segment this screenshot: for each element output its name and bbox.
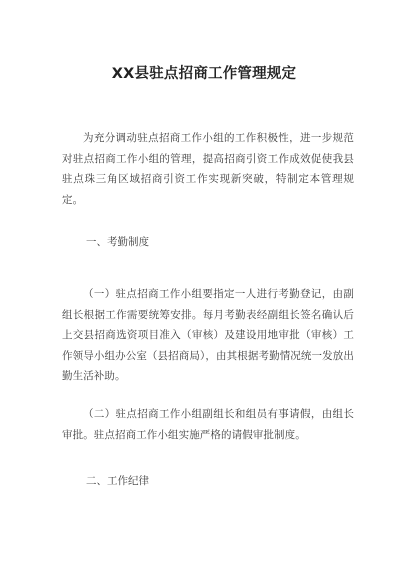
document-title: XX县驻点招商工作管理规定 xyxy=(111,66,297,82)
attendance-paragraph-1: （一）驻点招商工作小组要指定一人进行考勤登记，由副组长根据工作需要统筹安排。每月考勤表经副组长签名确认后上交县招商选资项目准入（审核）及建设用地审批（审核）工作领导小组办公室（县招商局），由其根据考勤情况统一发放出勤生活补助。 xyxy=(62,288,354,382)
attendance-paragraph-2: （二）驻点招商工作小组副组长和组员有事请假，由组长审批。驻点招商工作小组实施严格的请假审批制度。 xyxy=(62,408,354,441)
section-heading-attendance: 一、考勤制度 xyxy=(86,236,149,248)
intro-paragraph: 为充分调动驻点招商工作小组的工作积极性，进一步规范对驻点招商工作小组的管理，提高招商引资工作成效促使我县驻点珠三角区域招商引资工作实现新突破，特制定本管理规定。 xyxy=(62,132,354,206)
section-heading-discipline: 二、工作纪律 xyxy=(86,475,149,487)
